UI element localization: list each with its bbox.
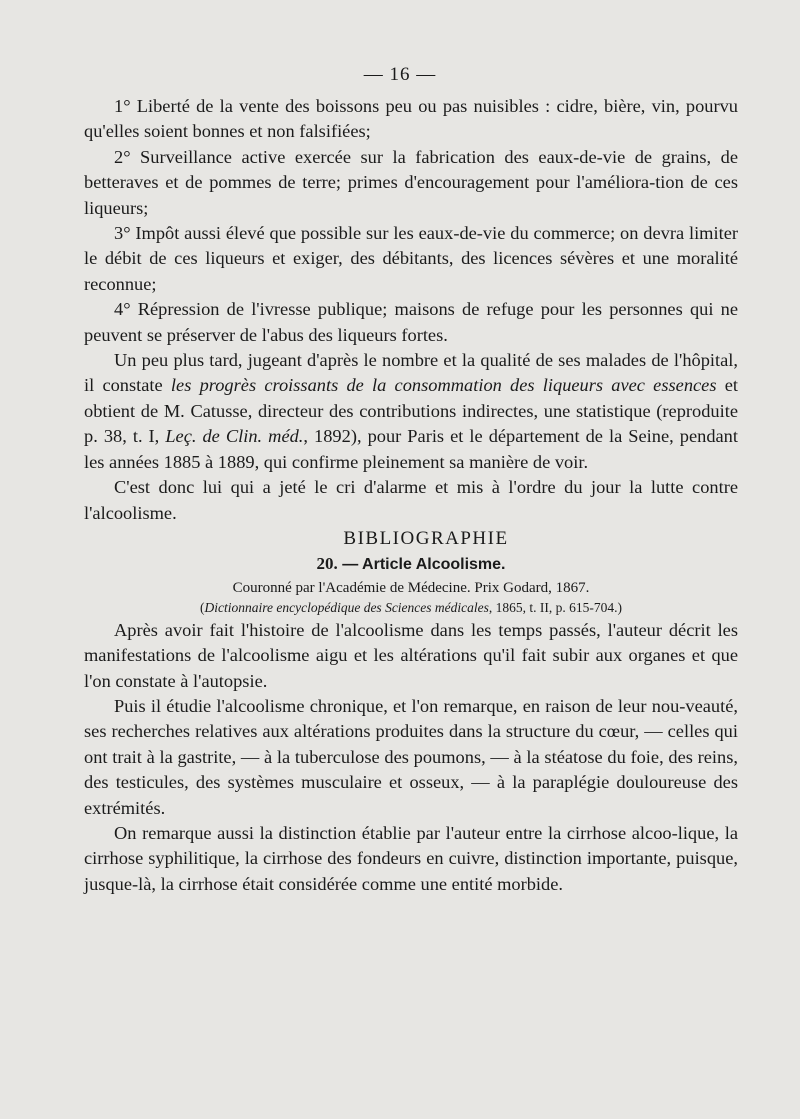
reference-line	[84, 598, 738, 618]
paragraph-alarm: C'est donc lui qui a jeté le cri d'alarme et mis à l'ordre du jour la lutte contre l'alcoolisme.	[84, 477, 738, 523]
italic-citation: Leç. de Clin. méd.	[165, 426, 304, 447]
text-span: et obtient de M. Catusse, directeur des contributions indirectes, une statistique (reproduite p. 38, t. I,	[84, 375, 739, 447]
italic-phrase: les progrès croissants de la consommation des liqueurs avec essences	[170, 375, 717, 396]
bibliography-heading: BIBLIOGRAPHIE	[343, 527, 509, 549]
ref-open: (	[200, 599, 205, 615]
list-item: 3° Impôt aussi élevé que possible sur les eaux-de-vie du commerce; on devra limiter le débit de ces liqueurs et exiger, des débitants, des licences sévères et une moralité reconnue;	[84, 223, 738, 294]
page-body	[84, 94, 738, 897]
list-item: 4° Répression de l'ivresse publique; maisons de refuge pour les personnes qui ne peuvent se préserver de l'abus des liqueurs fortes.	[84, 299, 738, 345]
article-heading	[84, 551, 738, 577]
paragraph-later	[84, 348, 738, 475]
text-span: , 1892), pour Paris et le département de la Seine, pendant les années 1885 à 1889, qui confirme pleinement sa manière de voir.	[84, 426, 738, 472]
list-item: 2° Surveillance active exercée sur la fabrication des eaux-de-vie de grains, de betteraves et de pommes de terre; primes d'encouragement pour l'améliora-tion de ces liqueurs;	[84, 146, 738, 218]
article-title: — Article Alcoolisme.	[342, 556, 506, 574]
award-line: Couronné par l'Académie de Médecine. Prix Godard, 1867.	[232, 579, 590, 596]
ref-rest: , 1865, t. II, p. 615-704.)	[488, 599, 622, 615]
body-paragraph: Puis il étudie l'alcoolisme chronique, et l'on remarque, en raison de leur nou-veauté, ses recherches relatives aux altérations produites dans la structure du cœur, — celles qui ont trait à la gastrite, — à la tuberculose des poumons, — à la stéatose du foie, des reins, des testicules, des systèmes musculaire et osseux, — à la paraplégie douloureuse des extrémités.	[84, 695, 738, 818]
page-number: — 16 —	[363, 64, 437, 85]
body-paragraph: On remarque aussi la distinction établie par l'auteur entre la cirrhose alcoo-lique, la cirrhose syphilitique, la cirrhose des fondeurs en cuivre, distinction importante, puisque, jusque-là, la cirrhose était considérée comme une entité morbide.	[84, 822, 738, 894]
body-paragraph: Après avoir fait l'histoire de l'alcoolisme dans les temps passés, l'auteur décrit les manifestations de l'alcoolisme aigu et les altérations qu'il fait subir aux organes et que l'on constate à l'autopsie.	[84, 619, 738, 691]
text-span: Un peu plus tard, jugeant d'après le nombre et la qualité de ses malades de l'hôpital, il constate	[84, 350, 738, 396]
article-number: 20.	[316, 554, 338, 574]
ref-title: Dictionnaire encyclopédique des Sciences médicales	[204, 599, 489, 615]
list-item: 1° Liberté de la vente des boissons peu ou pas nuisibles : cidre, bière, vin, pourvu qu'elles soient bonnes et non falsifiées;	[84, 96, 738, 142]
